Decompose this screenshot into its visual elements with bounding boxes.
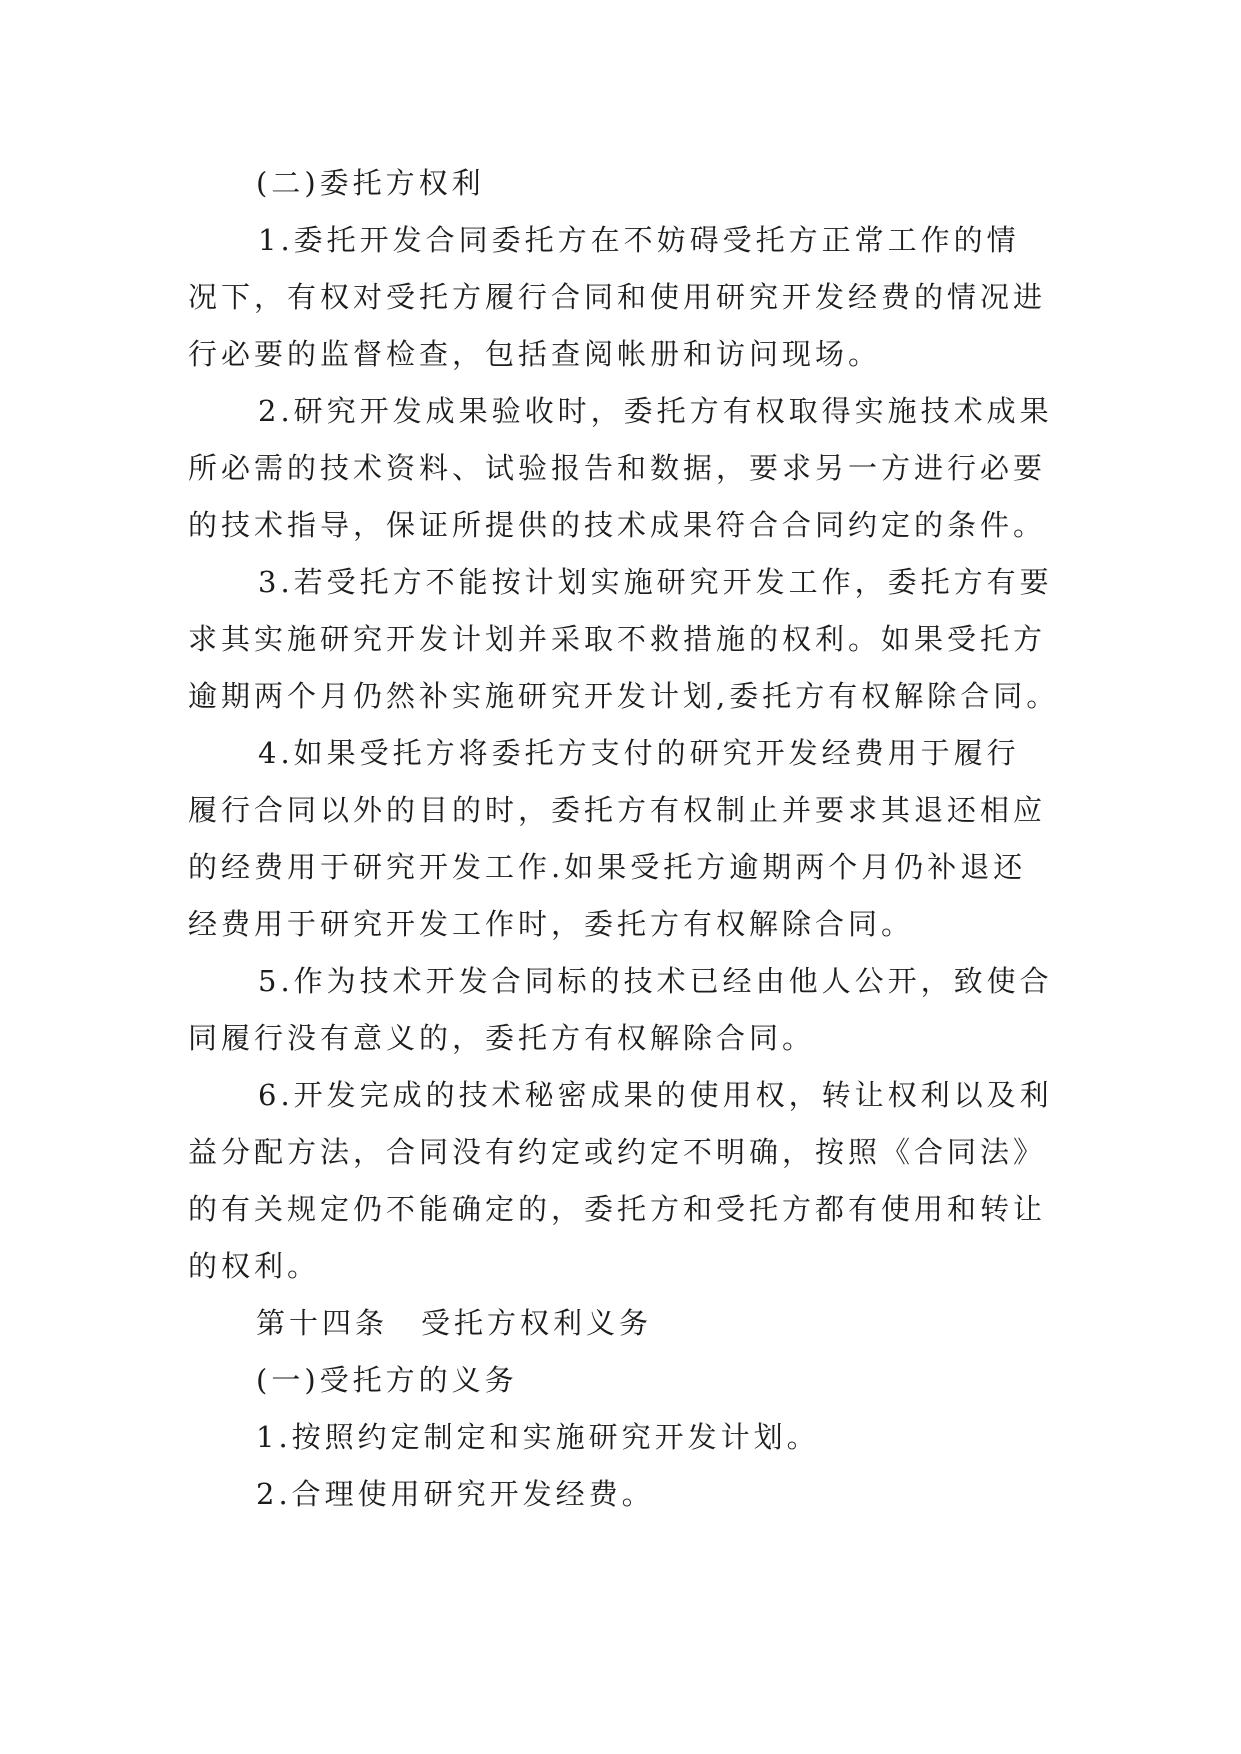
article-heading: 第十四条 受托方权利义务 [256,1306,653,1340]
paragraph-item-6 [188,1067,1053,1295]
paragraph-item-5 [188,953,1053,1067]
paragraph-line: 求其实施研究开发计划并采取不救措施的权利。如果受托方 [188,622,1047,656]
paragraph-line: 的经费用于研究开发工作.如果受托方逾期两个月仍补退还 [188,850,1027,884]
paragraph-line: 逾期两个月仍然补实施研究开发计划,委托方有权解除合同。 [188,679,1060,713]
paragraph-line: 行必要的监督检查，包括查阅帐册和访问现场。 [188,337,882,371]
paragraph-line: 1.委托开发合同委托方在不妨碍受托方正常工作的情 [258,223,1020,257]
paragraph-line: 的权利。 [188,1249,321,1283]
paragraph-item-2 [188,383,1053,554]
document-body [188,155,1060,1523]
paragraph-line: 所必需的技术资料、试验报告和数据，要求另一方进行必要 [188,451,1047,485]
paragraph-line: 4.如果受托方将委托方支付的研究开发经费用于履行 [258,736,1020,770]
section-heading: (二)委托方权利 [256,166,485,200]
paragraph-line: 6.开发完成的技术秘密成果的使用权，转让权利以及利 [258,1078,1053,1112]
paragraph-line: 益分配方法，合同没有约定或约定不明确，按照《合同法》 [188,1135,1047,1169]
paragraph-line: 同履行没有意义的，委托方有权解除合同。 [188,1021,816,1055]
paragraph-line: 况下，有权对受托方履行合同和使用研究开发经费的情况进 [188,280,1047,314]
paragraph-line: 5.作为技术开发合同标的技术已经由他人公开，致使合 [258,964,1053,998]
paragraph-line: 履行合同以外的目的时，委托方有权制止并要求其退还相应 [188,793,1047,827]
duty-item-2: 2.合理使用研究开发经费。 [256,1477,655,1511]
paragraph-item-1 [188,212,1048,383]
paragraph-item-4 [188,725,1048,953]
paragraph-item-3 [188,554,1060,725]
paragraph-line: 的有关规定仍不能确定的，委托方和受托方都有使用和转让 [188,1192,1047,1226]
paragraph-line: 的技术指导，保证所提供的技术成果符合合同约定的条件。 [188,508,1047,542]
paragraph-line: 经费用于研究开发工作时，委托方有权解除合同。 [188,907,915,941]
sub-heading: (一)受托方的义务 [256,1363,518,1397]
paragraph-line: 3.若受托方不能按计划实施研究开发工作，委托方有要 [258,565,1053,599]
duty-item-1: 1.按照约定制定和实施研究开发计划。 [256,1420,820,1454]
paragraph-line: 2.研究开发成果验收时，委托方有权取得实施技术成果 [258,394,1053,428]
